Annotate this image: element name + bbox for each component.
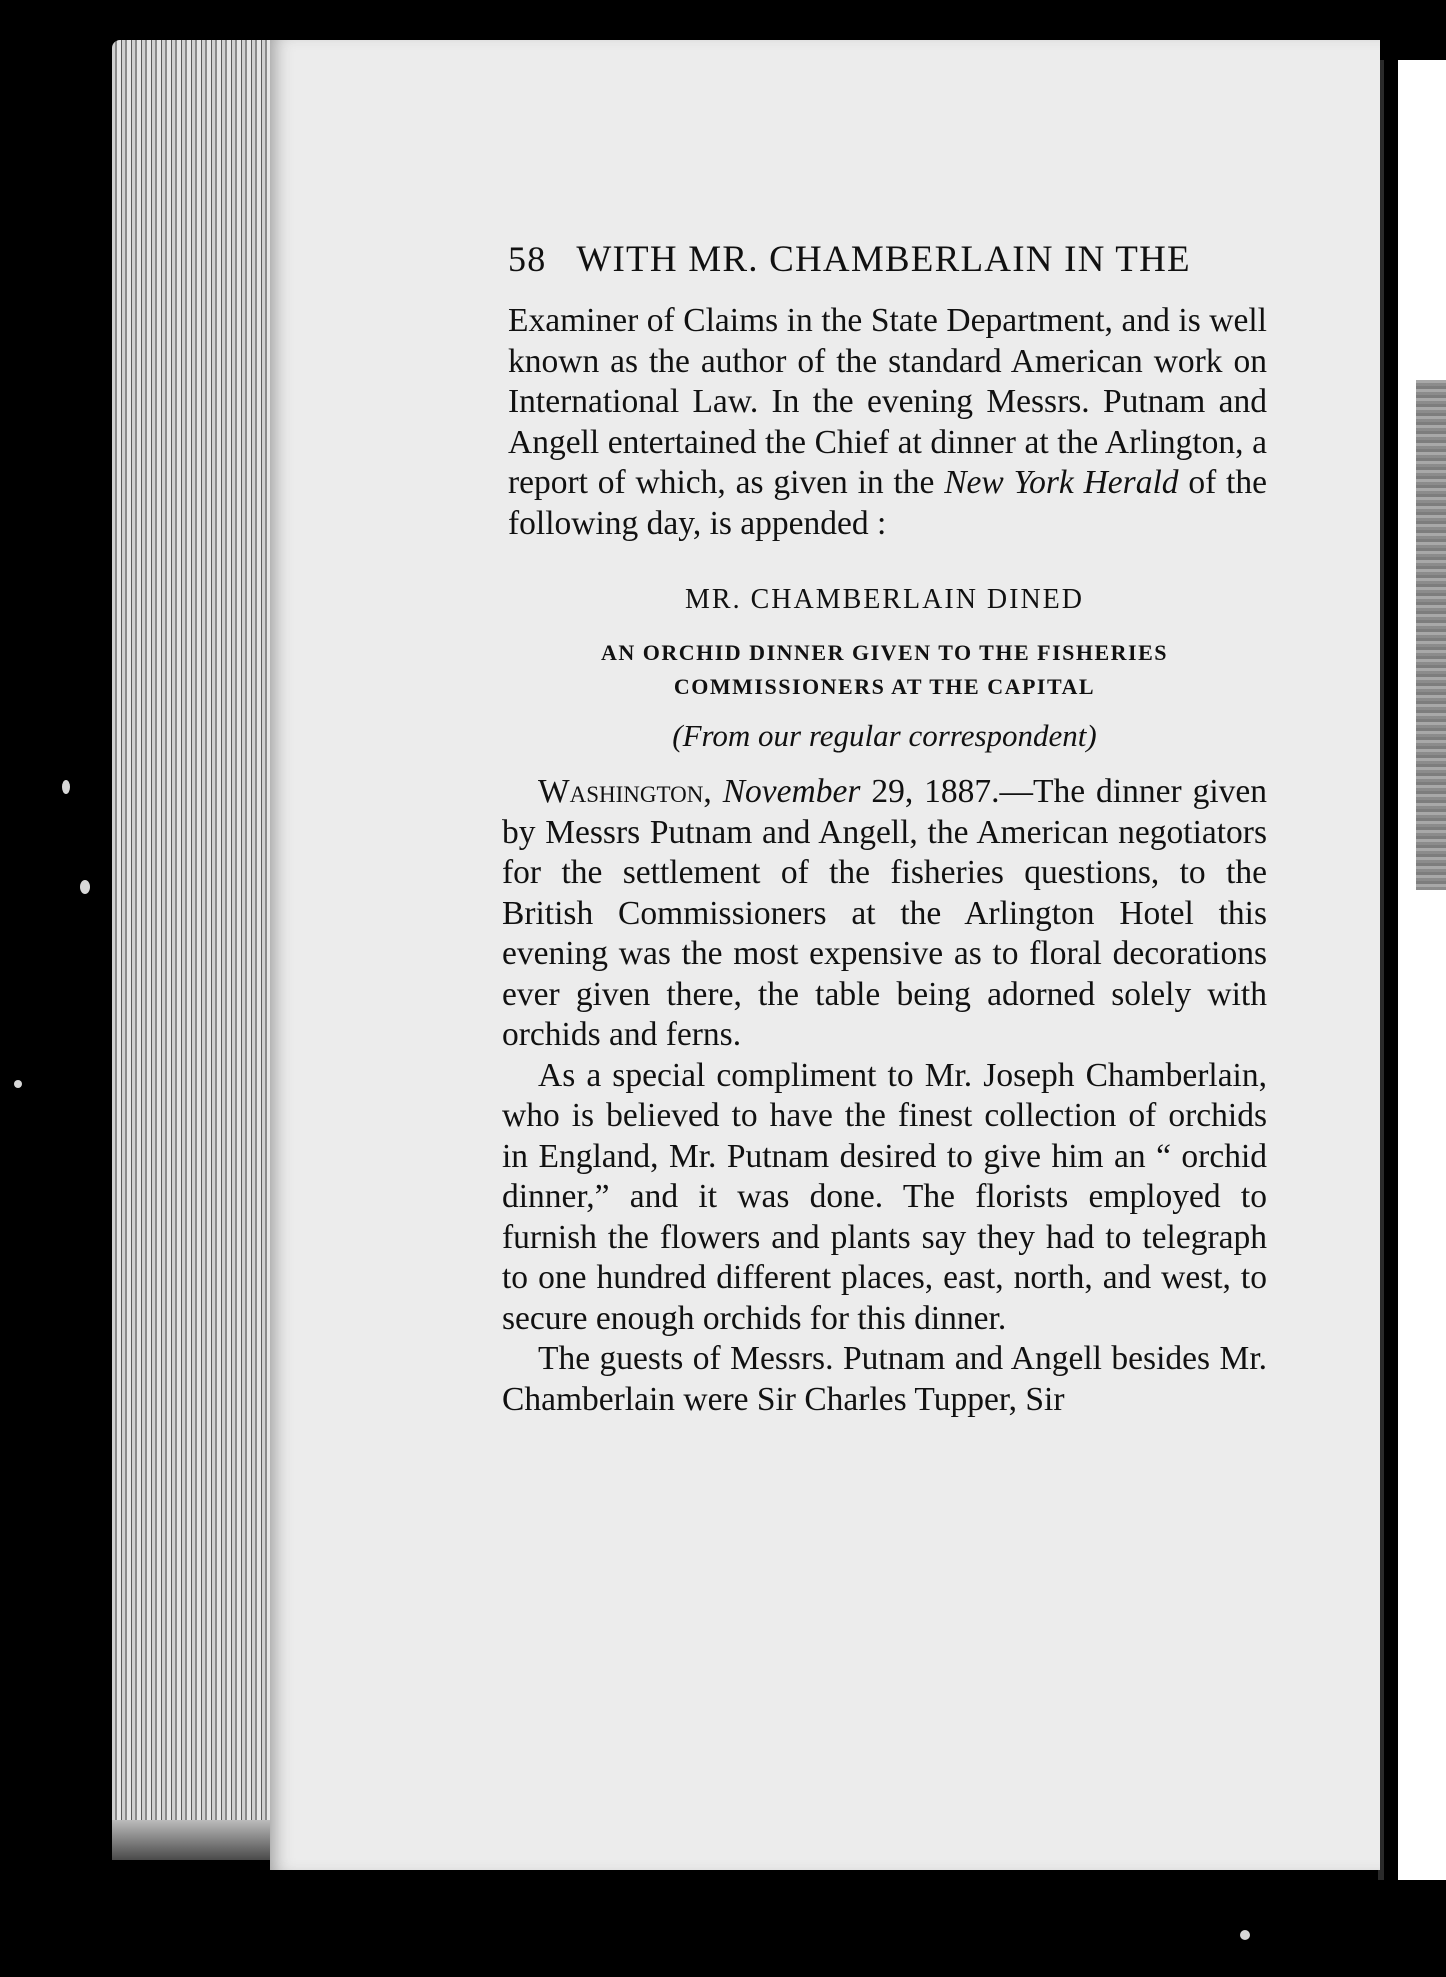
- intro-paragraph: [508, 301, 1267, 544]
- article-paragraph-1: [502, 772, 1267, 1056]
- facing-page-edge: [1378, 60, 1446, 1880]
- intro-text-start: Examiner of Claims in the State Department, and is well known as the author of the standard American work on International Law. In the evening Messrs. Putnam and Angell entertained the Chief at dinner at the Arlington, a report of which, as given in the: [508, 302, 1267, 501]
- book-page-edges: [112, 40, 272, 1860]
- paragraph-1-text: —The dinner given by Messrs Putnam and Angell, the American negotiators for the settlement of the fisheries questions, to the British Commissioners at the Arlington Hotel this evening was the most expensive as to floral decorations ever given there, the table being adorned solely with orchids and ferns.: [502, 773, 1268, 1053]
- running-head-title: WITH MR. CHAMBERLAIN IN THE: [576, 239, 1191, 280]
- page-number: 58: [508, 239, 547, 279]
- intro-text-end: of the following day, is appended :: [508, 464, 1268, 542]
- page-content: [502, 238, 1267, 1420]
- facing-page-stain: [1416, 380, 1446, 890]
- newspaper-title: New York Herald: [944, 464, 1179, 501]
- article-subheadline: AN ORCHID DINNER GIVEN TO THE FISHERIES COMMISSIONERS AT THE CAPITAL: [600, 640, 1169, 699]
- dateline-place: Washington,: [538, 773, 712, 810]
- scan-speck: [80, 880, 90, 894]
- article-headline: MR. CHAMBERLAIN DINED: [685, 584, 1084, 615]
- scan-speck: [62, 780, 70, 794]
- scan-speck: [14, 1080, 22, 1088]
- dateline-date: 29, 1887.: [860, 773, 1000, 810]
- article-byline: (From our regular correspondent): [672, 718, 1097, 753]
- running-head: [508, 238, 1267, 281]
- article-paragraph-3: The guests of Messrs. Putnam and Angell besides Mr. Chamberlain were Sir Charles Tupper, Sir: [502, 1340, 1267, 1418]
- scan-speck: [1240, 1930, 1250, 1940]
- article-paragraph-2: As a special compliment to Mr. Joseph Chamberlain, who is believed to have the finest collection of orchids in England, Mr. Putnam desired to give him an “ orchid dinner,” and it was done. The florists employed to furnish the flowers and plants say they had to telegraph to one hundred different places, east, north, and west, to secure enough orchids for this dinner.: [502, 1056, 1267, 1337]
- dateline-month: November: [722, 773, 861, 810]
